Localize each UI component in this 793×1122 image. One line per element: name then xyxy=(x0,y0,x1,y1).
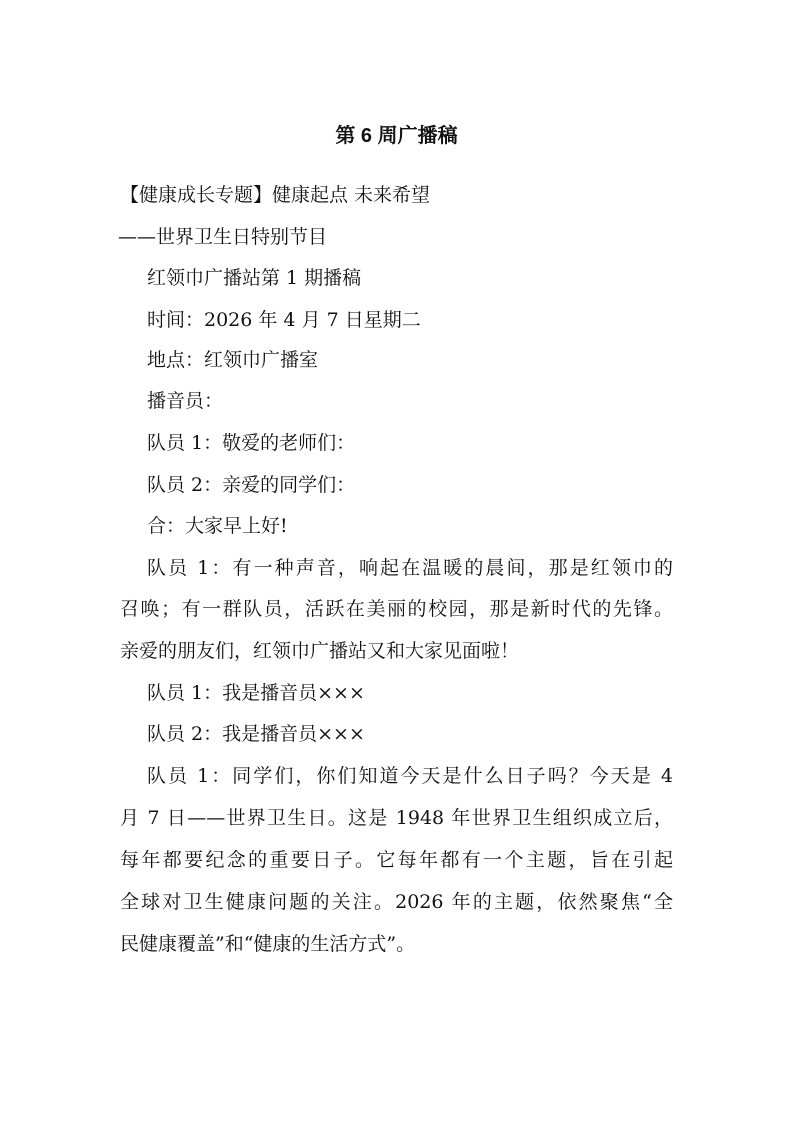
text-line: 月 7 日——世界卫生日。这是 1948 年世界卫生组织成立后， xyxy=(120,807,673,829)
text-line: 队员 1：同学们，你们知道今天是什么日子吗？今天是 4 xyxy=(147,765,673,787)
text-line: 队员 1：我是播音员××× xyxy=(147,682,365,704)
text-line: 地点：红领巾广播室 xyxy=(147,349,319,371)
text-line: 合：大家早上好! xyxy=(147,515,288,537)
text-line: 民健康覆盖”和“健康的生活方式”。 xyxy=(120,933,416,955)
text-line: 每年都要纪念的重要日子。它每年都有一个主题，旨在引起 xyxy=(120,849,673,871)
text-line: 亲爱的朋友们，红领巾广播站又和大家见面啦！ xyxy=(120,640,520,662)
text-line: 红领巾广播站第 1 期播稿 xyxy=(147,267,362,289)
text-line: 播音员： xyxy=(147,390,224,412)
subtitle-line: 【健康成长专题】健康起点 未来希望 xyxy=(120,184,431,206)
subtitle-line: ——世界卫生日特别节目 xyxy=(118,226,328,248)
text-line: 召唤；有一群队员，活跃在美丽的校园，那是新时代的先锋。 xyxy=(120,598,673,620)
text-line: 队员 2：亲爱的同学们： xyxy=(147,474,356,496)
text-line: 全球对卫生健康问题的关注。2026 年的主题，依然聚焦“全 xyxy=(120,891,673,913)
text-line: 队员 1：敬爱的老师们： xyxy=(147,432,356,454)
text-line: 队员 1：有一种声音，响起在温暖的晨间，那是红领巾的 xyxy=(147,557,673,579)
text-line: 时间：2026 年 4 月 7 日星期二 xyxy=(147,309,421,331)
text-line: 队员 2：我是播音员××× xyxy=(147,723,365,745)
page-title: 第 6 周广播稿 xyxy=(335,125,458,147)
